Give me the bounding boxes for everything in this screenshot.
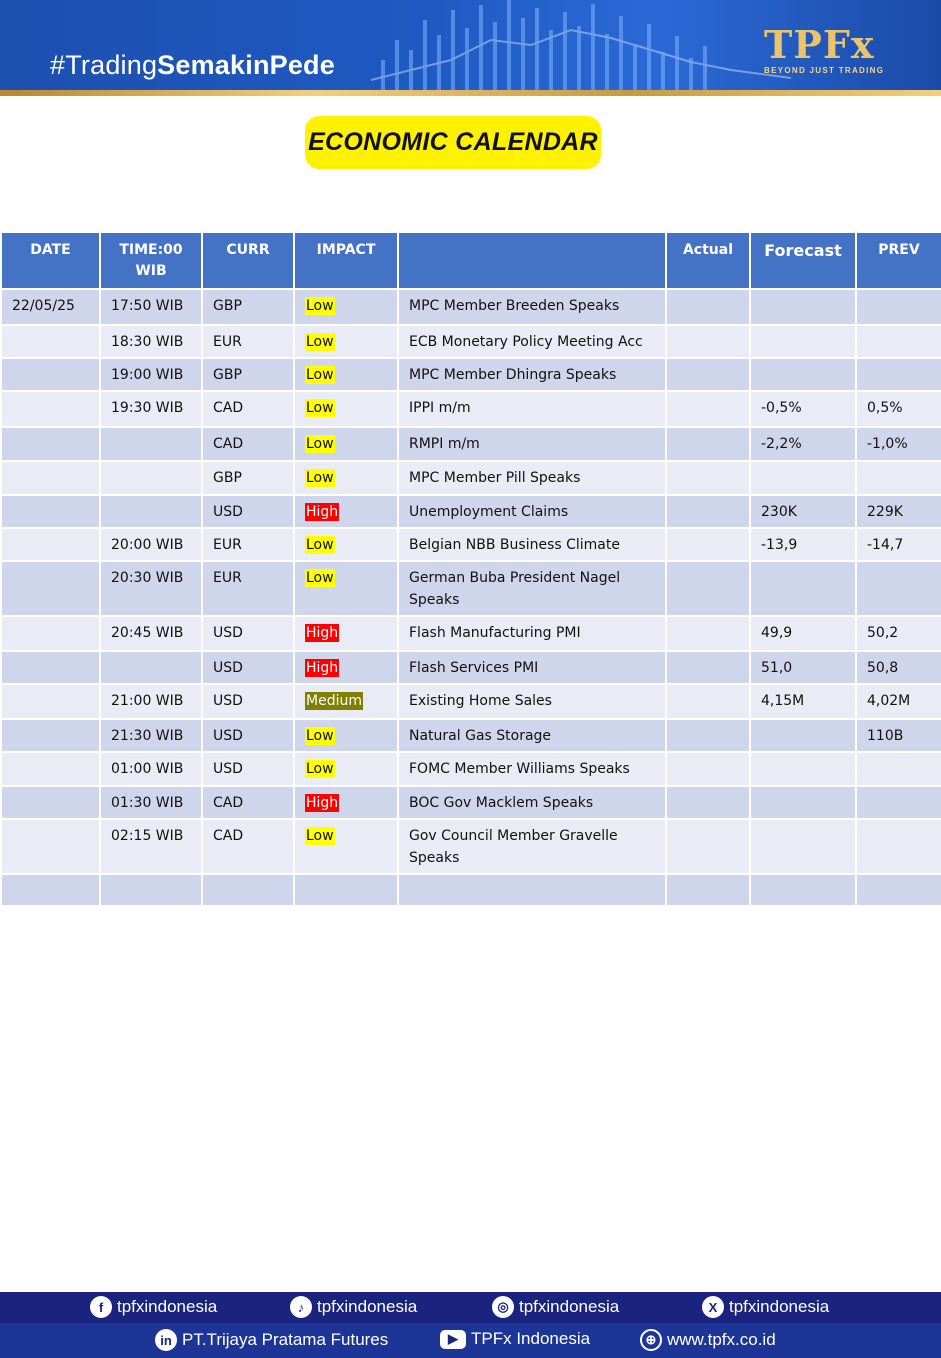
cell-time: 21:30 WIB (100, 719, 202, 752)
cell-date (1, 528, 100, 561)
cell-date (1, 874, 100, 906)
cell-curr: CAD (202, 786, 294, 819)
impact-badge: Low (306, 728, 334, 744)
linkedin-link[interactable] (155, 1329, 388, 1351)
cell-prev: 4,02M (856, 684, 941, 719)
page-title: ECONOMIC CALENDAR (305, 116, 601, 169)
column-header-event (398, 232, 666, 289)
cell-event: IPPI m/m (398, 391, 666, 427)
cell-forecast: 51,0 (750, 651, 856, 684)
cell-forecast: 230K (750, 495, 856, 528)
column-header-forecast: Forecast (750, 232, 856, 289)
cell-forecast: 4,15M (750, 684, 856, 719)
cell-actual (666, 752, 750, 786)
cell-curr: EUR (202, 528, 294, 561)
cell-curr: USD (202, 752, 294, 786)
cell-actual (666, 719, 750, 752)
campaign-hashtag (50, 50, 335, 81)
cell-forecast (750, 561, 856, 616)
cell-prev (856, 289, 941, 325)
cell-date (1, 495, 100, 528)
column-header-prev: PREV (856, 232, 941, 289)
cell-actual (666, 786, 750, 819)
youtube-link[interactable] (440, 1329, 590, 1349)
website-link[interactable] (640, 1329, 776, 1351)
cell-curr: USD (202, 719, 294, 752)
cell-actual (666, 819, 750, 874)
cell-impact (294, 651, 398, 684)
cell-actual (666, 616, 750, 651)
cell-curr: GBP (202, 461, 294, 495)
cell-curr: USD (202, 616, 294, 651)
column-header-actual: Actual (666, 232, 750, 289)
cell-date (1, 358, 100, 391)
cell-time (100, 874, 202, 906)
youtube-icon: ▶ (440, 1330, 466, 1349)
cell-forecast: -2,2% (750, 427, 856, 461)
cell-actual (666, 561, 750, 616)
column-header-time: TIME:00 WIB (100, 232, 202, 289)
cell-prev: -1,0% (856, 427, 941, 461)
table-row (1, 719, 941, 752)
cell-actual (666, 427, 750, 461)
cell-impact (294, 616, 398, 651)
cell-forecast: 49,9 (750, 616, 856, 651)
cell-curr: GBP (202, 289, 294, 325)
table-row (1, 561, 941, 616)
table-row (1, 684, 941, 719)
cell-curr: USD (202, 684, 294, 719)
cell-curr: CAD (202, 427, 294, 461)
cell-prev: 229K (856, 495, 941, 528)
cell-prev (856, 819, 941, 874)
x-handle: tpfxindonesia (729, 1297, 830, 1316)
cell-event (398, 874, 666, 906)
cell-impact (294, 786, 398, 819)
cell-time: 20:00 WIB (100, 528, 202, 561)
cell-impact (294, 358, 398, 391)
header-banner (0, 0, 941, 96)
table-row (1, 616, 941, 651)
cell-date (1, 325, 100, 358)
cell-time (100, 495, 202, 528)
cell-forecast (750, 719, 856, 752)
impact-badge: High (306, 504, 339, 520)
website-url: www.tpfx.co.id (667, 1330, 776, 1349)
cell-date (1, 391, 100, 427)
cell-impact (294, 561, 398, 616)
social-footer (0, 1292, 941, 1358)
impact-badge: Medium (306, 693, 362, 709)
table-row (1, 819, 941, 874)
linkedin-icon: in (155, 1329, 177, 1351)
cell-time (100, 461, 202, 495)
table-row (1, 651, 941, 684)
instagram-icon: ◎ (492, 1296, 514, 1318)
cell-curr: CAD (202, 819, 294, 874)
x-link[interactable] (702, 1296, 829, 1318)
hashtag-prefix: #Trading (50, 50, 158, 80)
facebook-handle: tpfxindonesia (117, 1297, 218, 1316)
cell-date (1, 427, 100, 461)
cell-date (1, 684, 100, 719)
cell-time: 19:00 WIB (100, 358, 202, 391)
impact-badge: Low (306, 537, 334, 553)
cell-prev (856, 561, 941, 616)
cell-forecast (750, 461, 856, 495)
cell-prev (856, 752, 941, 786)
cell-impact (294, 325, 398, 358)
cell-date: 22/05/25 (1, 289, 100, 325)
cell-actual (666, 874, 750, 906)
cell-impact (294, 495, 398, 528)
cell-actual (666, 684, 750, 719)
impact-badge: Low (306, 298, 334, 314)
cell-event: BOC Gov Macklem Speaks (398, 786, 666, 819)
cell-impact (294, 528, 398, 561)
cell-actual (666, 289, 750, 325)
impact-badge: High (306, 660, 339, 676)
impact-badge: Low (306, 470, 334, 486)
cell-impact (294, 874, 398, 906)
table-header-row (1, 232, 941, 289)
globe-icon: ⊕ (640, 1329, 662, 1351)
column-header-currency: CURR (202, 232, 294, 289)
cell-event: Existing Home Sales (398, 684, 666, 719)
logo-tagline: BEYOND JUST TRADING (764, 66, 885, 75)
cell-curr (202, 874, 294, 906)
cell-forecast (750, 786, 856, 819)
cell-date (1, 461, 100, 495)
cell-date (1, 651, 100, 684)
column-header-impact: IMPACT (294, 232, 398, 289)
table-row (1, 786, 941, 819)
cell-curr: USD (202, 495, 294, 528)
impact-badge: Low (306, 828, 334, 844)
tiktok-handle: tpfxindonesia (317, 1297, 418, 1316)
cell-event: German Buba President Nagel Speaks (398, 561, 666, 616)
cell-prev: 0,5% (856, 391, 941, 427)
instagram-handle: tpfxindonesia (519, 1297, 620, 1316)
cell-actual (666, 461, 750, 495)
calendar-rows (1, 289, 941, 906)
cell-actual (666, 528, 750, 561)
cell-forecast (750, 325, 856, 358)
cell-impact (294, 752, 398, 786)
cell-date (1, 561, 100, 616)
impact-badge: Low (306, 400, 334, 416)
cell-event: MPC Member Dhingra Speaks (398, 358, 666, 391)
facebook-icon: f (90, 1296, 112, 1318)
cell-forecast: -0,5% (750, 391, 856, 427)
cell-event: Natural Gas Storage (398, 719, 666, 752)
impact-badge: Low (306, 367, 334, 383)
impact-badge: Low (306, 436, 334, 452)
cell-event: Unemployment Claims (398, 495, 666, 528)
cell-impact (294, 461, 398, 495)
cell-prev: -14,7 (856, 528, 941, 561)
cell-impact (294, 719, 398, 752)
cell-forecast (750, 819, 856, 874)
cell-time: 21:00 WIB (100, 684, 202, 719)
cell-actual (666, 651, 750, 684)
table-row (1, 528, 941, 561)
cell-event: RMPI m/m (398, 427, 666, 461)
cell-date (1, 819, 100, 874)
chart-background-graphic (371, 0, 791, 96)
cell-actual (666, 391, 750, 427)
youtube-name: TPFx Indonesia (471, 1329, 591, 1348)
facebook-link[interactable] (90, 1296, 217, 1318)
cell-date (1, 616, 100, 651)
cell-curr: CAD (202, 391, 294, 427)
cell-event: MPC Member Pill Speaks (398, 461, 666, 495)
cell-impact (294, 684, 398, 719)
cell-forecast (750, 752, 856, 786)
impact-badge: Low (306, 761, 334, 777)
table-row (1, 325, 941, 358)
cell-curr: USD (202, 651, 294, 684)
cell-event: Gov Council Member Gravelle Speaks (398, 819, 666, 874)
cell-impact (294, 289, 398, 325)
cell-event: Flash Manufacturing PMI (398, 616, 666, 651)
cell-impact (294, 391, 398, 427)
cell-time: 20:30 WIB (100, 561, 202, 616)
table-row (1, 495, 941, 528)
header-divider (0, 90, 941, 96)
cell-event: Flash Services PMI (398, 651, 666, 684)
cell-prev: 50,2 (856, 616, 941, 651)
cell-time: 17:50 WIB (100, 289, 202, 325)
table-row (1, 427, 941, 461)
cell-date (1, 719, 100, 752)
cell-time (100, 651, 202, 684)
tiktok-icon: ♪ (290, 1296, 312, 1318)
cell-prev (856, 874, 941, 906)
cell-prev (856, 786, 941, 819)
tiktok-link[interactable] (290, 1296, 417, 1318)
table-row (1, 752, 941, 786)
linkedin-name: PT.Trijaya Pratama Futures (182, 1330, 389, 1349)
cell-event: ECB Monetary Policy Meeting Acc (398, 325, 666, 358)
cell-time: 02:15 WIB (100, 819, 202, 874)
cell-time: 20:45 WIB (100, 616, 202, 651)
cell-actual (666, 325, 750, 358)
tpfx-logo[interactable] (764, 22, 899, 82)
table-row (1, 391, 941, 427)
instagram-link[interactable] (492, 1296, 619, 1318)
economic-calendar-table (0, 231, 941, 907)
cell-time: 01:30 WIB (100, 786, 202, 819)
cell-forecast (750, 358, 856, 391)
cell-curr: EUR (202, 561, 294, 616)
x-icon: X (702, 1296, 724, 1318)
cell-actual (666, 358, 750, 391)
column-header-date: DATE (1, 232, 100, 289)
impact-badge: High (306, 795, 339, 811)
cell-time: 18:30 WIB (100, 325, 202, 358)
cell-prev (856, 358, 941, 391)
footer-second-row (0, 1323, 941, 1358)
cell-time: 01:00 WIB (100, 752, 202, 786)
impact-badge: Low (306, 334, 334, 350)
logo-mark: TPFx (764, 22, 875, 67)
cell-curr: EUR (202, 325, 294, 358)
cell-prev (856, 461, 941, 495)
cell-forecast: -13,9 (750, 528, 856, 561)
cell-time (100, 427, 202, 461)
cell-forecast (750, 289, 856, 325)
cell-date (1, 752, 100, 786)
table-row (1, 358, 941, 391)
cell-time: 19:30 WIB (100, 391, 202, 427)
cell-impact (294, 819, 398, 874)
impact-badge: High (306, 625, 339, 641)
cell-prev: 110B (856, 719, 941, 752)
cell-forecast (750, 874, 856, 906)
table-row (1, 874, 941, 906)
table-row (1, 461, 941, 495)
cell-event: MPC Member Breeden Speaks (398, 289, 666, 325)
cell-actual (666, 495, 750, 528)
cell-impact (294, 427, 398, 461)
impact-badge: Low (306, 570, 334, 586)
cell-event: Belgian NBB Business Climate (398, 528, 666, 561)
cell-prev (856, 325, 941, 358)
table-row (1, 289, 941, 325)
cell-event: FOMC Member Williams Speaks (398, 752, 666, 786)
hashtag-emphasis: SemakinPede (157, 50, 335, 80)
cell-curr: GBP (202, 358, 294, 391)
cell-prev: 50,8 (856, 651, 941, 684)
cell-date (1, 786, 100, 819)
